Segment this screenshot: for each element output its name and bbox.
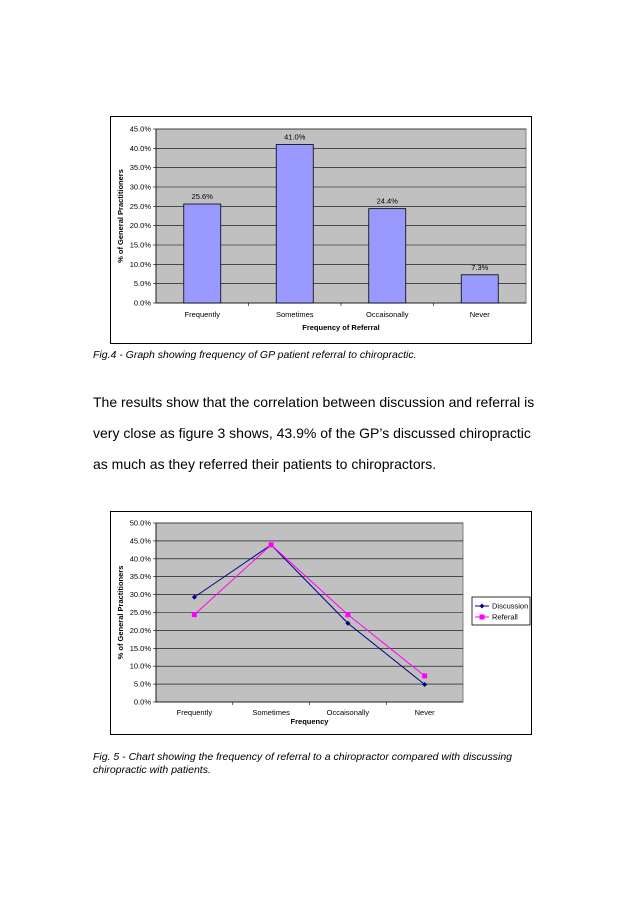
- bar-value-label: 41.0%: [284, 132, 306, 142]
- y-tick-label: 15.0%: [129, 240, 151, 250]
- x-tick-label: Never: [414, 708, 435, 717]
- y-tick-label: 0.0%: [133, 298, 151, 308]
- x-tick-label: Sometimes: [252, 708, 290, 717]
- bar-occaisonally: [369, 209, 406, 303]
- y-tick-label: 30.0%: [129, 182, 151, 192]
- y-tick-label: 5.0%: [133, 279, 151, 289]
- y-tick-label: 40.0%: [129, 143, 151, 153]
- line-chart-svg: [111, 512, 531, 734]
- y-tick-label: 35.0%: [129, 163, 151, 173]
- point-referall: [422, 673, 427, 678]
- x-tick-label: Occaisonally: [326, 708, 370, 717]
- y-tick-label: 40.0%: [129, 554, 151, 564]
- results-paragraph: The results show that the correlation between discussion and referral is very close as figure 3 shows, 43.9% of the GP’s discussed chiropractic as much as they referred their patients to chiropractors.: [93, 394, 535, 472]
- bar-frequently: [184, 204, 221, 303]
- y-axis-title: % of General Practitioners: [116, 169, 125, 263]
- bar-never: [461, 275, 498, 303]
- figure-4-caption: Fig.4 - Graph showing frequency of GP patient referral to chiropractic.: [93, 349, 417, 361]
- point-referall: [345, 612, 350, 617]
- x-axis-title: Frequency of Referral: [302, 323, 380, 332]
- y-axis-title: % of General Practitioners: [116, 565, 125, 660]
- y-tick-label: 25.0%: [129, 608, 151, 617]
- x-tick-label: Frequently: [184, 310, 220, 319]
- point-referall: [192, 612, 197, 617]
- y-tick-label: 15.0%: [129, 643, 151, 653]
- x-tick-label: Frequently: [176, 708, 213, 717]
- bar-sometimes: [276, 144, 313, 303]
- y-tick-label: 0.0%: [133, 697, 151, 707]
- y-tick-label: 50.0%: [129, 518, 151, 528]
- y-tick-label: 20.0%: [129, 625, 151, 635]
- bar-value-label: 25.6%: [191, 192, 213, 202]
- bar-value-label: 7.3%: [471, 262, 489, 272]
- y-tick-label: 20.0%: [129, 221, 151, 231]
- y-tick-label: 25.0%: [129, 201, 151, 211]
- y-tick-label: 45.0%: [129, 536, 151, 546]
- figure-5-caption: Fig. 5 - Chart showing the frequency of referral to a chiropractor compared with discussing chiropractic with patients.: [93, 751, 513, 776]
- y-tick-label: 5.0%: [133, 679, 151, 689]
- legend-marker: [480, 615, 485, 620]
- y-tick-label: 45.0%: [129, 124, 151, 134]
- referral-frequency-bar-chart: [110, 116, 532, 344]
- discussion-vs-referral-line-chart: [110, 511, 532, 735]
- y-tick-label: 35.0%: [129, 572, 151, 582]
- x-axis-title: Frequency: [290, 717, 329, 726]
- x-tick-label: Occaisonally: [365, 310, 409, 319]
- y-tick-label: 10.0%: [129, 661, 151, 671]
- legend-label: Referall: [492, 612, 518, 622]
- y-tick-label: 30.0%: [129, 590, 151, 600]
- y-tick-label: 10.0%: [129, 259, 151, 269]
- x-tick-label: Sometimes: [275, 310, 314, 319]
- point-referall: [269, 542, 274, 547]
- bar-chart-svg: [111, 117, 531, 343]
- legend-label: Discussion: [492, 601, 529, 611]
- bar-value-label: 24.4%: [376, 196, 398, 206]
- x-tick-label: Never: [469, 310, 490, 319]
